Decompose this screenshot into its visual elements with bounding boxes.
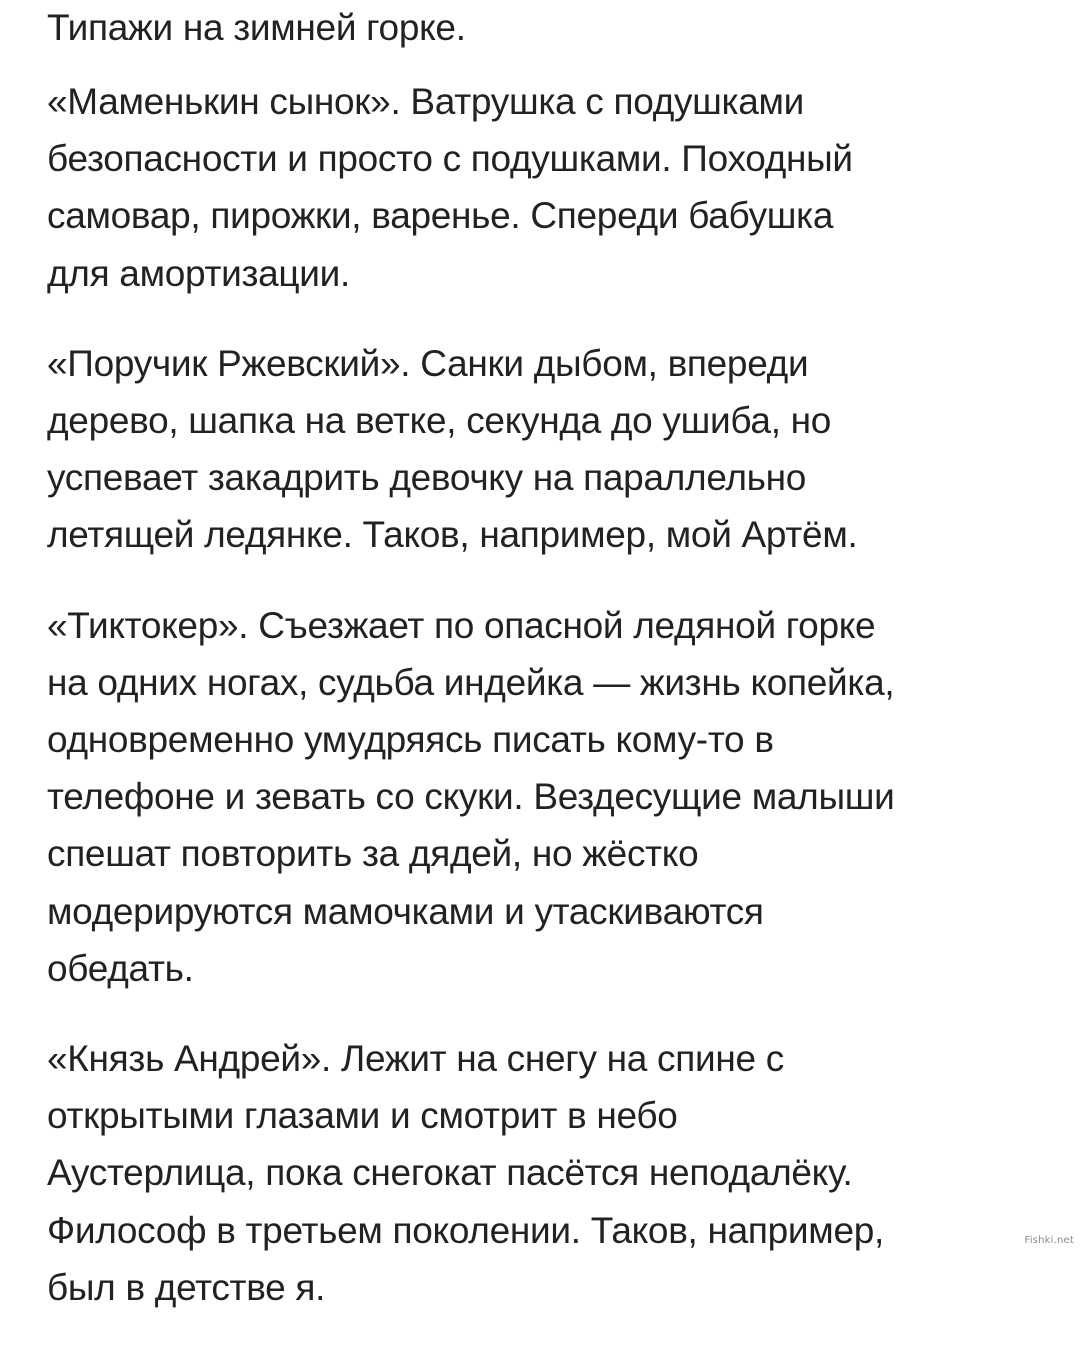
text-line: «Маменькин сынок». Ватрушка с подушками — [47, 81, 805, 122]
post-title: Типажи на зимней горке. — [47, 7, 466, 48]
site-watermark: Fishki.net — [1024, 1235, 1074, 1246]
text-line: «Поручик Ржевский». Санки дыбом, впереди — [47, 342, 809, 384]
text-line: на одних ногах, судьба индейка — жизнь копейка, — [47, 661, 895, 703]
text-line: «Тиктокер». Съезжает по опасной ледяной горке — [47, 604, 876, 646]
text-line: дерево, шапка на ветке, секунда до ушиба, но — [47, 400, 832, 442]
text-line: одновременно умудряясь писать кому-то в — [47, 719, 774, 761]
paragraph-tiktoker — [47, 597, 1057, 997]
text-line: модерируются мамочками и утаскиваются — [47, 890, 764, 932]
text-line: был в детстве я. — [47, 1266, 326, 1308]
text-line: самовар, пирожки, варенье. Спереди бабушка — [47, 195, 834, 237]
text-line: спешат повторить за дядей, но жёстко — [47, 833, 699, 875]
text-line: обедать. — [47, 947, 194, 989]
text-line: летящей ледянке. Таков, например, мой Артём. — [47, 514, 858, 556]
text-line: телефоне и зевать со скуки. Вездесущие малыши — [47, 776, 895, 818]
text-line: успевает закадрить девочку на параллельно — [47, 457, 807, 499]
paragraph-mamenkin-synok — [47, 73, 1057, 302]
text-line: открытыми глазами и смотрит в небо — [47, 1095, 678, 1137]
paragraph-poruchik-rzhevsky — [47, 335, 1057, 564]
text-line: безопасности и просто с подушками. Походный — [47, 138, 853, 180]
paragraph-knyaz-andrey — [47, 1030, 1057, 1316]
text-line: «Князь Андрей». Лежит на снегу на спине с — [47, 1038, 784, 1080]
post-body — [47, 6, 1057, 1349]
text-line: Философ в третьем поколении. Таков, например, — [47, 1209, 884, 1251]
text-line: для амортизации. — [47, 252, 351, 294]
text-line: Аустерлица, пока снегокат пасётся неподалёку. — [47, 1152, 853, 1194]
